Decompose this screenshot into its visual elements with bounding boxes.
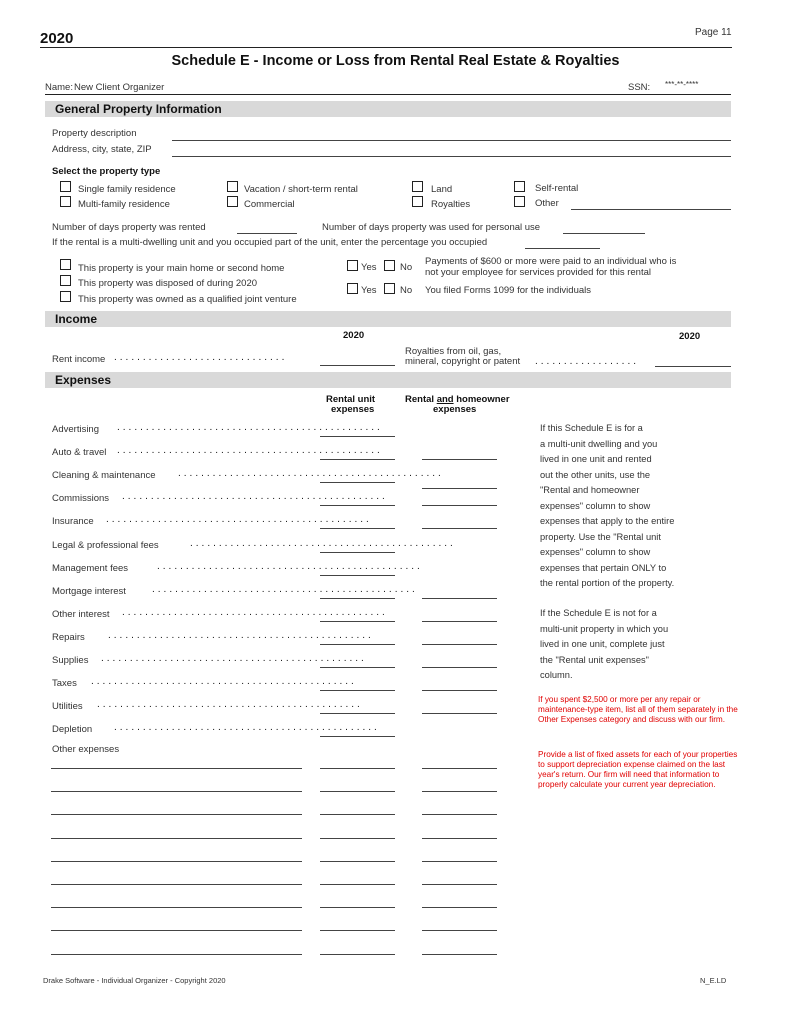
other-expense-rental-unit-field[interactable] <box>320 791 395 792</box>
expense-label-mortgage-interest: Mortgage interest <box>52 586 126 597</box>
other-expense-description-field[interactable] <box>51 930 302 931</box>
filed-1099-yes-label: Yes <box>361 285 377 296</box>
other-expense-description-field[interactable] <box>51 768 302 769</box>
commercial-label: Commercial <box>244 199 295 210</box>
expense-label-repairs: Repairs <box>52 632 85 643</box>
expense-leader-supplies: .............................................. <box>101 653 367 664</box>
note-line: property. Use the "Rental unit <box>540 531 661 542</box>
filed-1099-yes-checkbox[interactable] <box>347 283 358 294</box>
note-line: lived in one unit, complete just <box>540 639 665 649</box>
rental-homeowner-col-line2: expenses <box>433 404 477 415</box>
expense-leader-auto-travel: .............................................. <box>117 445 383 456</box>
ssn-value: ***-**-**** <box>665 80 699 89</box>
joint-venture-label: This property was owned as a qualified joint venture <box>78 294 297 305</box>
other-expense-rental-unit-field[interactable] <box>320 954 395 955</box>
other-expense-rental-unit-field[interactable] <box>320 930 395 931</box>
note-line: lived in one unit and rented <box>540 454 652 464</box>
rental-unit-field-other-interest[interactable] <box>320 621 395 622</box>
other-expense-homeowner-field[interactable] <box>422 861 497 862</box>
note-line: If the Schedule E is not for a <box>540 608 657 618</box>
other-expense-rental-unit-field[interactable] <box>320 907 395 908</box>
rent-income-label: Rent income <box>52 354 106 365</box>
property-description-label: Property description <box>52 128 137 139</box>
address-label: Address, city, state, ZIP <box>52 144 152 155</box>
expense-leader-commissions: .............................................. <box>122 491 388 502</box>
other-type-label: Other <box>535 198 559 209</box>
other-expense-rental-unit-field[interactable] <box>320 768 395 769</box>
expense-label-supplies: Supplies <box>52 655 89 666</box>
royalties-leader: .................. <box>535 356 640 367</box>
rental-unit-field-supplies[interactable] <box>320 667 395 668</box>
other-expense-description-field[interactable] <box>51 791 302 792</box>
repair-warning-note: If you spent $2,500 or more per any repair or maintenance-type item, list all of them separately in the Other Expenses category and discuss with our firm. <box>538 695 738 724</box>
rental-homeowner-field-commissions[interactable] <box>422 505 497 506</box>
note-line: multi-unit property in which you <box>540 623 669 634</box>
other-expense-homeowner-field[interactable] <box>422 791 497 792</box>
rental-unit-field-taxes[interactable] <box>320 690 395 691</box>
other-expense-description-field[interactable] <box>51 838 302 839</box>
expense-label-utilities: Utilities <box>52 701 83 712</box>
expense-label-management-fees: Management fees <box>52 563 129 574</box>
payments-yes-checkbox[interactable] <box>347 260 358 271</box>
income-section-header <box>45 311 731 327</box>
name-value: New Client Organizer <box>74 82 165 93</box>
name-label: Name: <box>45 82 73 93</box>
expense-leader-utilities: .............................................. <box>97 699 363 710</box>
rental-unit-field-legal-professional-fees[interactable] <box>320 552 395 553</box>
expense-leader-other-interest: .............................................. <box>122 607 388 618</box>
disposed-checkbox[interactable] <box>60 275 71 286</box>
royalties-label-line2: mineral, copyright or patent <box>405 356 521 367</box>
single-family-label: Single family residence <box>78 184 176 195</box>
other-type-field[interactable] <box>571 209 731 210</box>
filed-1099-no-label: No <box>400 285 413 296</box>
rental-homeowner-field-other-interest[interactable] <box>422 621 497 622</box>
days-personal-label: Number of days property was used for personal use <box>322 222 541 233</box>
rental-unit-col-line2: expenses <box>331 404 375 415</box>
rental-homeowner-field-auto-travel[interactable] <box>422 459 497 460</box>
rental-unit-field-management-fees[interactable] <box>320 575 395 576</box>
note-line: a multi-unit dwelling and you <box>540 438 658 449</box>
royalties-label-line1: Royalties from oil, gas, <box>405 346 502 357</box>
note-line: the rental portion of the property. <box>540 578 675 588</box>
rental-unit-field-repairs[interactable] <box>320 644 395 645</box>
vacation-label: Vacation / short-term rental <box>244 184 358 195</box>
other-expense-homeowner-field[interactable] <box>422 907 497 908</box>
general-section-title: General Property Information <box>55 102 222 116</box>
other-expenses-label: Other expenses <box>52 744 120 755</box>
rental-unit-field-commissions[interactable] <box>320 505 395 506</box>
rental-homeowner-field-mortgage-interest[interactable] <box>422 598 497 599</box>
other-expense-rental-unit-field[interactable] <box>320 884 395 885</box>
expenses-section-title: Expenses <box>55 373 112 387</box>
payments-yes-label: Yes <box>361 262 377 273</box>
rental-unit-field-utilities[interactable] <box>320 713 395 714</box>
payments-no-label: No <box>400 262 413 273</box>
days-personal-field[interactable] <box>563 233 645 234</box>
rental-homeowner-field-repairs[interactable] <box>422 644 497 645</box>
expense-label-insurance: Insurance <box>52 516 94 527</box>
note-line: expenses that pertain ONLY to <box>540 562 667 573</box>
rental-unit-field-insurance[interactable] <box>320 528 395 529</box>
other-expense-rental-unit-field[interactable] <box>320 838 395 839</box>
royalties-checkbox[interactable] <box>412 196 423 207</box>
other-expense-description-field[interactable] <box>51 861 302 862</box>
self-rental-label: Self-rental <box>535 183 579 194</box>
expense-leader-legal-professional-fees: .............................................. <box>190 538 456 549</box>
expense-leader-taxes: .............................................. <box>91 676 357 687</box>
other-expense-homeowner-field[interactable] <box>422 838 497 839</box>
form-title: Schedule E - Income or Loss from Rental Real Estate & Royalties <box>171 53 620 69</box>
footer-copyright: Drake Software - Individual Organizer - Copyright 2020 <box>43 976 226 985</box>
single-family-checkbox[interactable] <box>60 181 71 192</box>
other-expense-description-field[interactable] <box>51 954 302 955</box>
note-line: out the other units, use the <box>540 469 651 480</box>
note-line: "Rental and homeowner <box>540 485 640 495</box>
general-section-header <box>45 101 731 117</box>
expense-label-legal-professional-fees: Legal & professional fees <box>52 540 159 551</box>
land-label: Land <box>431 184 453 195</box>
payments-text-line2: not your employee for services provided for this rental <box>425 267 651 278</box>
days-rented-field[interactable] <box>237 233 297 234</box>
days-rented-label: Number of days property was rented <box>52 222 206 233</box>
rental-homeowner-field-taxes[interactable] <box>422 690 497 691</box>
select-property-type-label: Select the property type <box>52 166 161 177</box>
note-line: column. <box>540 670 573 680</box>
expense-leader-advertising: .............................................. <box>117 422 383 433</box>
multi-family-checkbox[interactable] <box>60 196 71 207</box>
page-number: Page 11 <box>695 27 732 38</box>
expense-leader-cleaning-maintenance: .............................................. <box>178 468 444 479</box>
royalties-label: Royalties <box>431 199 471 210</box>
joint-venture-checkbox[interactable] <box>60 291 71 302</box>
income-section-title: Income <box>55 312 98 326</box>
other-expense-description-field[interactable] <box>51 814 302 815</box>
expense-leader-depletion: .............................................. <box>114 722 380 733</box>
other-expense-description-field[interactable] <box>51 884 302 885</box>
income-year-col: 2020 <box>343 330 365 341</box>
other-expense-homeowner-field[interactable] <box>422 930 497 931</box>
expense-label-auto-travel: Auto & travel <box>52 447 107 458</box>
expense-label-advertising: Advertising <box>52 424 99 435</box>
expense-leader-insurance: .............................................. <box>106 514 372 525</box>
expense-leader-management-fees: .............................................. <box>157 561 423 572</box>
rental-homeowner-field-cleaning-maintenance[interactable] <box>422 488 497 489</box>
rental-unit-field-advertising[interactable] <box>320 436 395 437</box>
payments-text-line1: Payments of $600 or more were paid to an individual who is <box>425 256 677 267</box>
commercial-checkbox[interactable] <box>227 196 238 207</box>
expense-label-depletion: Depletion <box>52 724 93 735</box>
expense-leader-repairs: .............................................. <box>108 630 374 641</box>
rental-unit-field-cleaning-maintenance[interactable] <box>320 482 395 483</box>
expense-label-commissions: Commissions <box>52 493 110 504</box>
rental-homeowner-field-utilities[interactable] <box>422 713 497 714</box>
royalties-field[interactable] <box>655 366 731 367</box>
land-checkbox[interactable] <box>412 181 423 192</box>
rental-unit-field-depletion[interactable] <box>320 736 395 737</box>
other-expense-homeowner-field[interactable] <box>422 884 497 885</box>
other-expense-rental-unit-field[interactable] <box>320 814 395 815</box>
name-rule <box>45 94 731 95</box>
self-rental-checkbox[interactable] <box>514 181 525 192</box>
other-expense-homeowner-field[interactable] <box>422 768 497 769</box>
multi-dwelling-label: If the rental is a multi-dwelling unit and you occupied part of the unit, enter the percentage you occupied <box>52 237 488 248</box>
main-home-label: This property is your main home or second home <box>78 263 285 274</box>
other-expense-rental-unit-field[interactable] <box>320 861 395 862</box>
rental-homeowner-field-supplies[interactable] <box>422 667 497 668</box>
rental-unit-field-mortgage-interest[interactable] <box>320 598 395 599</box>
percentage-occupied-field[interactable] <box>525 248 600 249</box>
expenses-section-header <box>45 372 731 388</box>
address-field[interactable] <box>172 156 731 157</box>
royalties-year-col: 2020 <box>679 331 701 342</box>
vacation-checkbox[interactable] <box>227 181 238 192</box>
other-expense-homeowner-field[interactable] <box>422 814 497 815</box>
expense-leader-mortgage-interest: .............................................. <box>152 584 418 595</box>
payments-no-checkbox[interactable] <box>384 260 395 271</box>
main-home-checkbox[interactable] <box>60 259 71 270</box>
header-rule <box>40 47 732 48</box>
ssn-label: SSN: <box>628 82 651 93</box>
form-year: 2020 <box>40 30 74 47</box>
other-type-checkbox[interactable] <box>514 196 525 207</box>
filed-1099-label: You filed Forms 1099 for the individuals <box>425 285 591 296</box>
disposed-label: This property was disposed of during 2020 <box>78 278 258 289</box>
rent-income-leader: .............................. <box>114 352 288 363</box>
rental-homeowner-field-insurance[interactable] <box>422 528 497 529</box>
filed-1099-no-checkbox[interactable] <box>384 283 395 294</box>
property-description-field[interactable] <box>172 140 731 141</box>
note-line: expenses" column to show <box>540 500 651 511</box>
rent-income-field[interactable] <box>320 365 395 366</box>
other-expense-homeowner-field[interactable] <box>422 954 497 955</box>
rental-homeowner-col-line1: Rental and homeowner <box>405 394 510 405</box>
note-line: expenses that apply to the entire <box>540 516 675 526</box>
note-line: If this Schedule E is for a <box>540 423 643 433</box>
rental-unit-field-auto-travel[interactable] <box>320 459 395 460</box>
note-line: expenses" column to show <box>540 547 651 557</box>
footer-code: N_E.LD <box>700 976 727 985</box>
note-line: the "Rental unit expenses" <box>540 654 649 665</box>
depreciation-note: Provide a list of fixed assets for each of your properties to support depreciation expense claimed on the last year's return. Our firm will need that information to properly calculate your current year depreciation. <box>538 750 738 789</box>
multi-family-label: Multi-family residence <box>78 199 170 210</box>
other-expense-description-field[interactable] <box>51 907 302 908</box>
expense-label-taxes: Taxes <box>52 678 77 689</box>
rental-unit-col-line1: Rental unit <box>326 394 376 405</box>
expense-label-cleaning-maintenance: Cleaning & maintenance <box>52 470 156 481</box>
expense-label-other-interest: Other interest <box>52 609 110 620</box>
